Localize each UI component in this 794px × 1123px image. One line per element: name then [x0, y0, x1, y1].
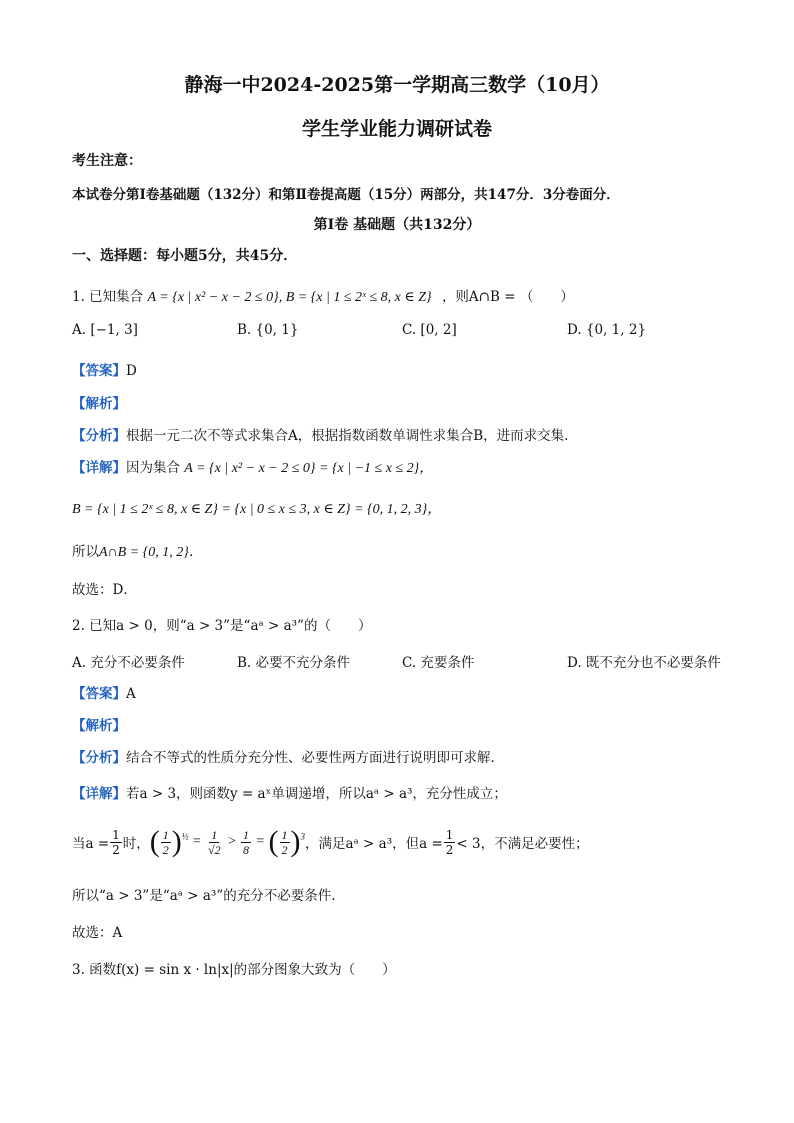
- q1-option-c: C. [0, 2]: [402, 322, 457, 338]
- q2-detail-2-a: 当a =: [72, 836, 110, 852]
- q1-detail-3: [72, 540, 203, 561]
- question-2-options: [72, 651, 721, 671]
- q2-detail-2-b: 时，: [122, 836, 150, 852]
- q1-detail-3-prefix: 所以: [72, 544, 99, 560]
- q2-fenxi: [72, 746, 495, 766]
- xiangjie-label: 【详解】: [72, 460, 126, 476]
- q1-option-d: D. {0, 1, 2}: [567, 322, 647, 338]
- q2-choose: 故选：A: [72, 925, 123, 941]
- question-2-stem: 2. 已知a > 0，则“a > 3”是“aᵃ > a³”的（ ）: [72, 618, 372, 634]
- q2-detail-2-d: < 3，不满足必要性；: [456, 836, 589, 852]
- fenxi-label: 【分析】: [72, 428, 126, 444]
- q1-detail-2: B = {x | 1 ≤ 2ˣ ≤ 8, x ∈ Z} = {x | 0 ≤ x ≤ 3, x ∈ Z} = {0, 1, 2, 3}，: [72, 502, 442, 517]
- q1-fenxi-text: 根据一元二次不等式求集合A，根据指数函数单调性求集合B，进而求交集.: [126, 428, 569, 444]
- q2-option-a: A. 充分不必要条件: [72, 655, 185, 671]
- question-1-options: [72, 322, 646, 338]
- q1-set-b: , B = {x | 1 ≤ 2ˣ ≤ 8, x ∈ Z}: [278, 290, 432, 305]
- part-heading: 一、选择题：每小题5分，共45分．: [72, 248, 298, 264]
- q1-stem-prefix: 1. 已知集合: [72, 289, 144, 305]
- q2-detail-1: [72, 782, 507, 802]
- exam-title: 静海一中2024-2025第一学期高三数学（10月）: [184, 74, 610, 96]
- notice-label: 考生注意：: [72, 153, 142, 169]
- q1-answer-value: D: [126, 363, 137, 379]
- q1-choose: 故选：D．: [72, 582, 137, 598]
- q2-answer-value: A: [126, 686, 136, 702]
- q1-answer: [72, 359, 137, 379]
- q1-detail-1: [72, 456, 433, 477]
- answer-label: 【答案】: [72, 363, 126, 379]
- q2-option-c: C. 充要条件: [402, 655, 475, 671]
- notice-line: 本试卷分第Ⅰ卷基础题（132分）和第Ⅱ卷提高题（15分）两部分，共147分．3分卷面分．: [72, 187, 620, 203]
- q1-option-a: A. [−1, 3]: [72, 322, 138, 338]
- q2-detail-2: [72, 818, 589, 866]
- q2-counterexample-math: ( $\frac{1}{2}$ )$^{\frac{1}{2}}$ = $\frac{1}{√2}$ > $\frac{1}{8}$ = ( $\frac{1}{2}$ )$^3$: [149, 825, 305, 858]
- q1-detail-1-math: A = {x | x² − x − 2 ≤ 0} = {x | −1 ≤ x ≤ 2}，: [184, 461, 434, 476]
- q2-detail-3: 所以“a > 3”是“aᵃ > a³”的充分不必要条件.: [72, 888, 336, 904]
- question-1-stem: [72, 285, 574, 306]
- q2-option-d: D. 既不充分也不必要条件: [567, 655, 721, 671]
- q2-detail-1-text: 若a > 3，则函数y = aˣ单调递增，所以aᵃ > a³，充分性成立；: [126, 786, 507, 802]
- q1-fenxi: [72, 424, 568, 444]
- q2-option-b: B. 必要不充分条件: [237, 655, 351, 671]
- section-title: 第Ⅰ卷 基础题（共132分）: [313, 217, 481, 233]
- fenxi-label: 【分析】: [72, 750, 126, 766]
- q1-option-b: B. {0, 1}: [237, 322, 299, 338]
- q1-analysis-label: 【解析】: [72, 396, 126, 412]
- fraction-one-half-2: $\frac{1}{2}$: [445, 827, 454, 857]
- q1-set-a: A = {x | x² − x − 2 ≤ 0}: [147, 290, 279, 305]
- q2-analysis-label: 【解析】: [72, 718, 126, 734]
- answer-label: 【答案】: [72, 686, 126, 702]
- question-3-stem: 3. 函数f(x) = sin x · ln|x|的部分图象大致为（ ）: [72, 962, 396, 978]
- fraction-one-half: $\frac{1}{2}$: [112, 827, 120, 857]
- q2-detail-2-c: ，满足aᵃ > a³，但a =: [305, 836, 443, 852]
- q1-stem-suffix: ，则A∩B = （ ）: [441, 289, 574, 305]
- q2-fenxi-text: 结合不等式的性质分充分性、必要性两方面进行说明即可求解.: [126, 750, 495, 766]
- q1-detail-1-prefix: 因为集合: [126, 460, 180, 476]
- xiangjie-label: 【详解】: [72, 786, 126, 802]
- q2-answer: [72, 682, 136, 702]
- exam-subtitle: 学生学业能力调研试卷: [301, 118, 492, 140]
- q1-detail-3-math: A∩B = {0, 1, 2}．: [99, 545, 203, 560]
